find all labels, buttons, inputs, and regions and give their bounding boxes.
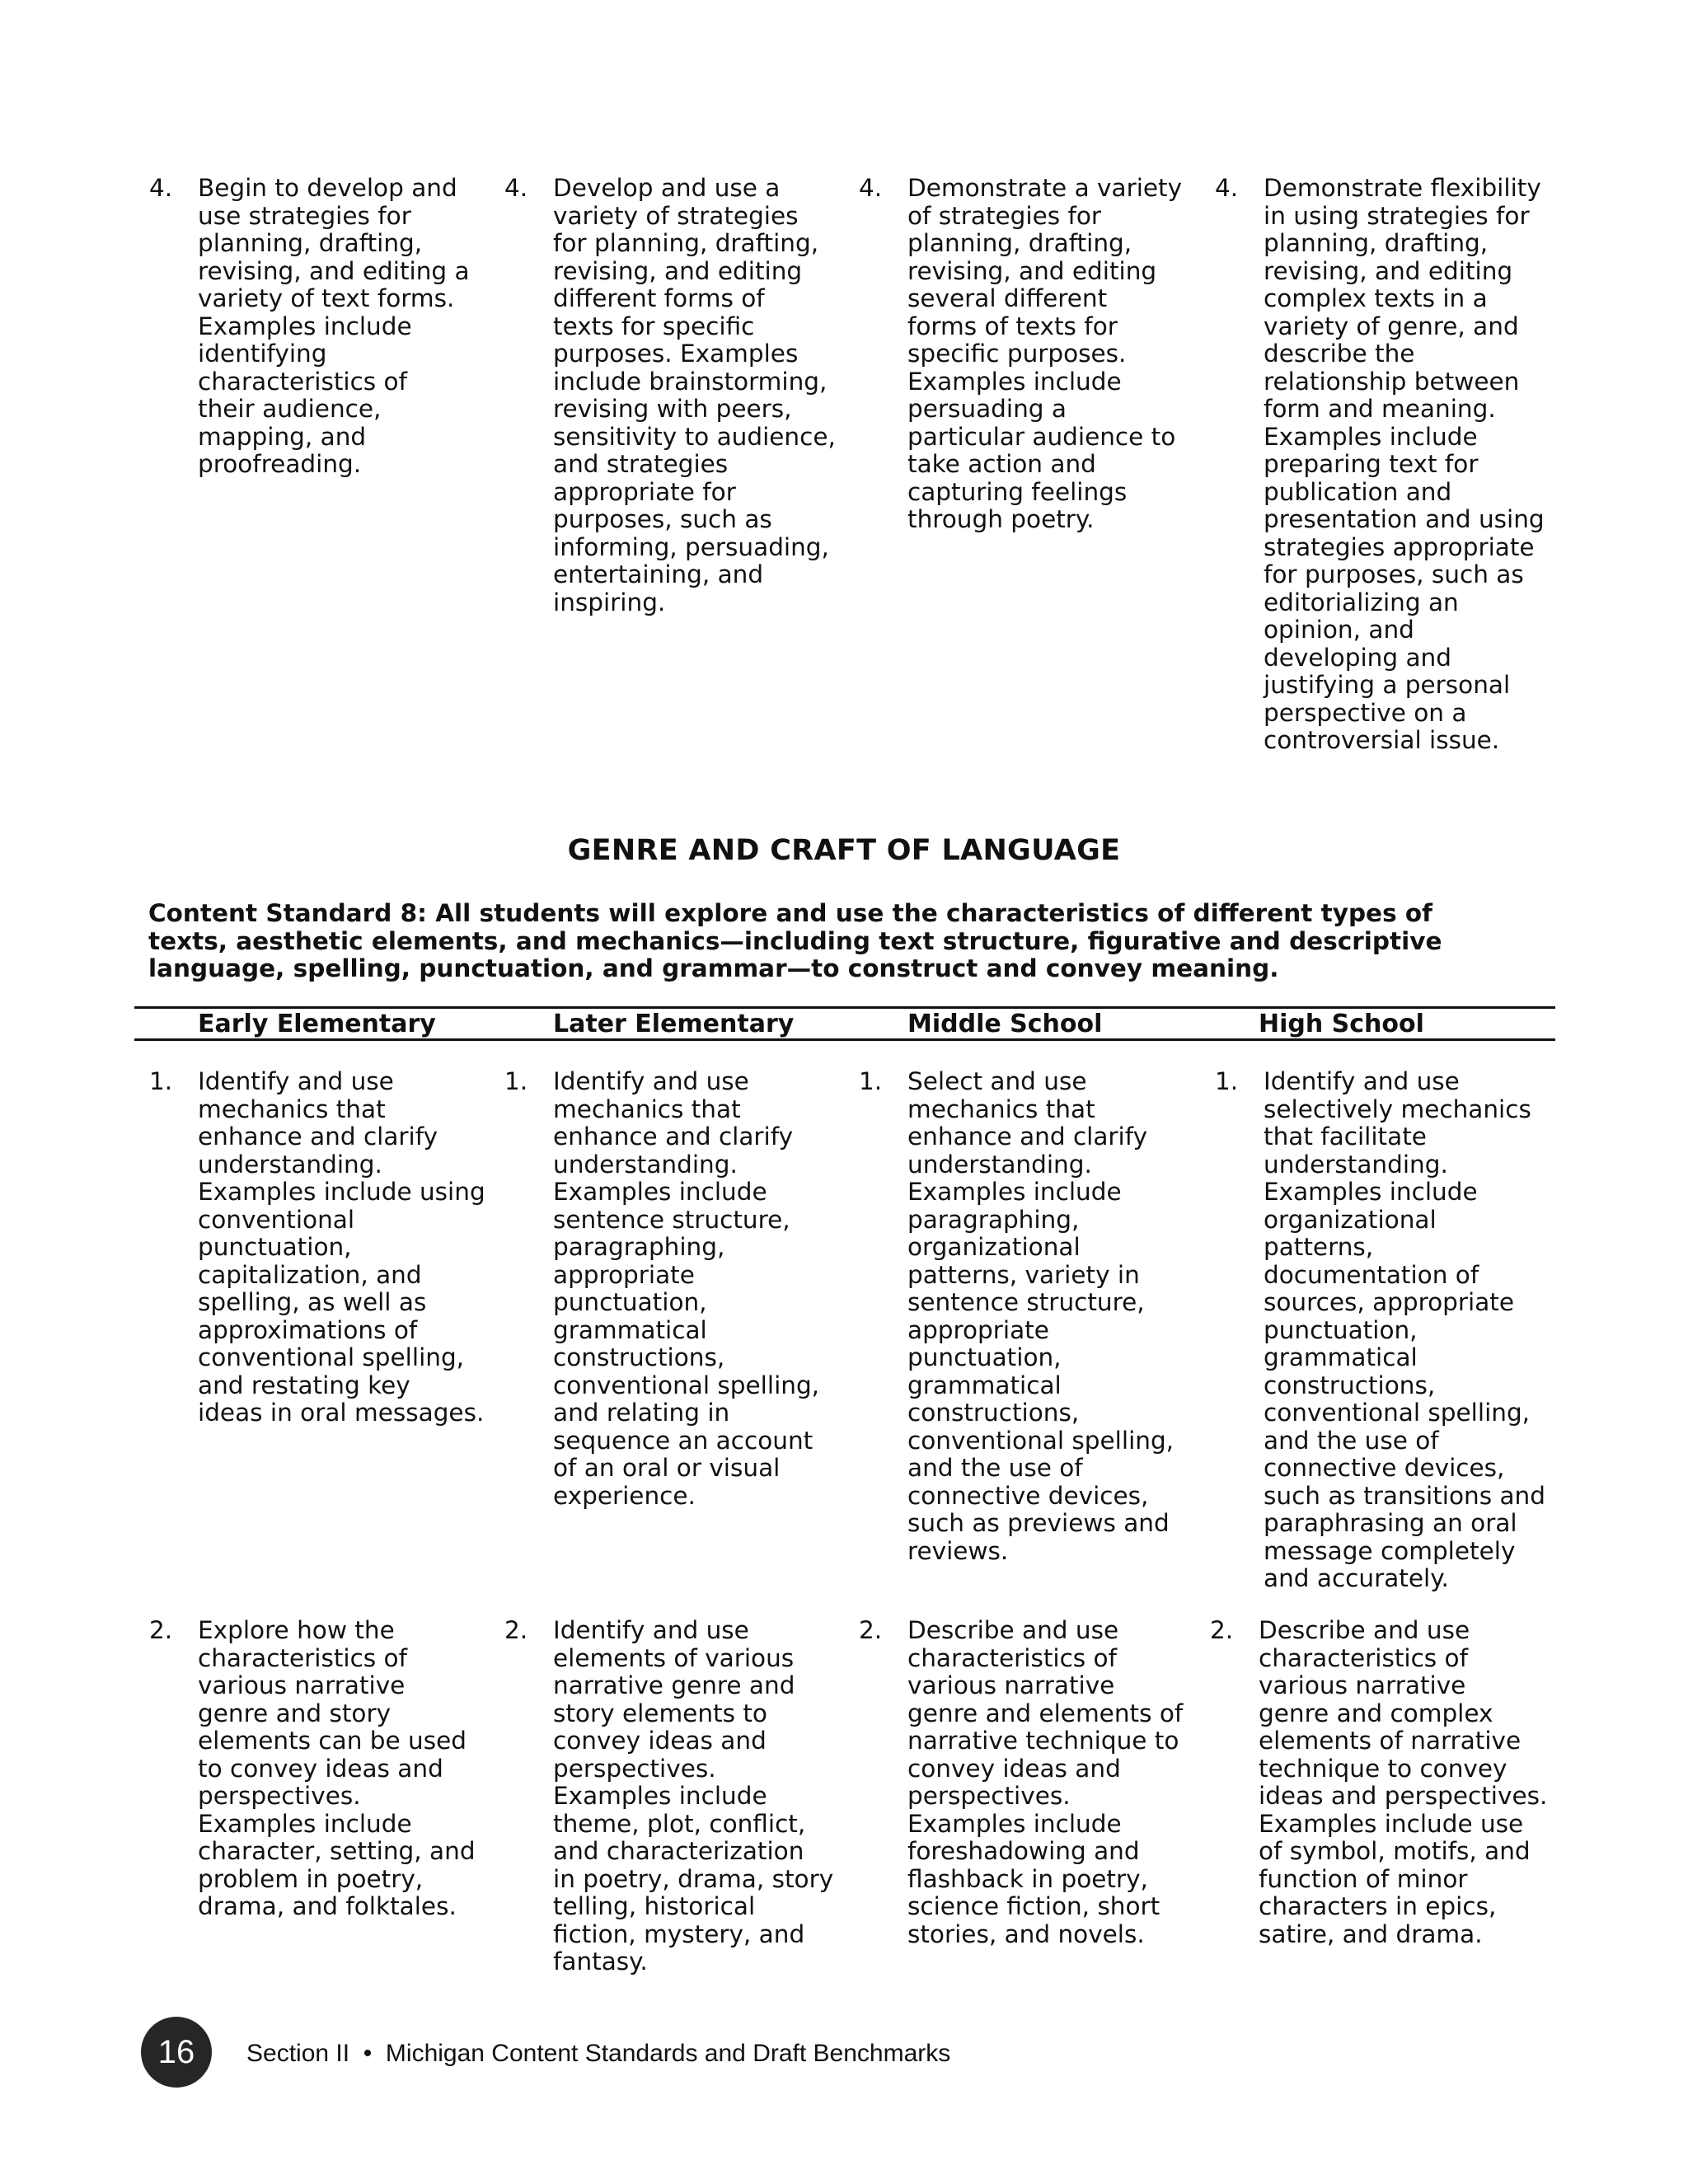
benchmark-text: Identify and use mechanics that enhance and clarify understanding. Examples include sentence structure, paragraphing, appropriate punctuation, grammatical constructions, conventional spelling, and relating in sequence an account of an oral or visual experience.: [553, 1067, 820, 1510]
benchmark-number: 1.: [504, 1067, 528, 1095]
benchmark-text: Demonstrate a variety of strategies for planning, drafting, revising, and editing several different forms of texts for specific purposes. Examples include persuading a particular audience to take action and capturing feelings through poetry.: [907, 174, 1183, 533]
footer-running-title: Section II • Michigan Content Standards and Draft Benchmarks: [246, 2040, 951, 2067]
header-top-rule: [134, 1006, 1555, 1009]
benchmark-text: Identify and use selectively mechanics that facilitate understanding. Examples include organizational patterns, documentation of sources, appropriate punctuation, grammatical constructions, conventional spelling, and the use of connective devices, such as transitions and paraphrasing an oral message completely and accurately.: [1264, 1067, 1545, 1592]
benchmark-text: Explore how the characteristics of various narrative genre and story elements can be used to convey ideas and perspectives. Examples include character, setting, and problem in poetry, drama, and folktales.: [198, 1616, 476, 1920]
benchmark-text: Describe and use characteristics of various narrative genre and complex elements of narrative technique to convey ideas and perspectives. Examples include use of symbol, motifs, and function of minor characters in epics, satire, and drama.: [1259, 1616, 1548, 1948]
benchmark-text: Demonstrate flexibility in using strategies for planning, drafting, revising, and editing complex texts in a variety of genre, and describe the relationship between form and meaning. Examples include preparing text for publication and presentation and using strategies appropriate for purposes, such as editorializing an opinion, and developing and justifying a personal perspective on a controversial issue.: [1264, 174, 1545, 754]
column-header-high-school: High School: [1259, 1010, 1424, 1038]
benchmark-text: Identify and use mechanics that enhance and clarify understanding. Examples include using conventional punctuation, capitalization, and spelling, as well as approximations of conventional spelling, and restating key ideas in oral messages.: [198, 1067, 485, 1427]
section-heading: GENRE AND CRAFT OF LANGUAGE: [567, 834, 1121, 867]
benchmark-number: 4.: [1215, 174, 1239, 202]
benchmark-number: 2.: [504, 1616, 528, 1644]
page-number-badge: 16: [141, 2017, 212, 2088]
benchmark-number: 1.: [859, 1067, 883, 1095]
benchmark-number: 1.: [149, 1067, 173, 1095]
benchmark-number: 4.: [859, 174, 883, 202]
benchmark-text: Develop and use a variety of strategies for planning, drafting, revising, and editing different forms of texts for specific purposes. Examples include brainstorming, revising with peers, sensitivity to audience, and strategies appropriate for purposes, such as informing, persuading, entertaining, and inspiring.: [553, 174, 836, 616]
benchmark-number: 2.: [1210, 1616, 1234, 1644]
column-header-later-elementary: Later Elementary: [553, 1010, 795, 1038]
benchmark-number: 4.: [504, 174, 528, 202]
column-header-early-elementary: Early Elementary: [198, 1010, 436, 1038]
column-header-middle-school: Middle School: [907, 1010, 1103, 1038]
benchmark-text: Begin to develop and use strategies for planning, drafting, revising, and editing a variety of text forms. Examples include identifying characteristics of their audience, mapping, and proofreading.: [198, 174, 470, 478]
benchmark-number: 1.: [1215, 1067, 1239, 1095]
benchmark-text: Select and use mechanics that enhance and clarify understanding. Examples include paragraphing, organizational patterns, variety in sentence structure, appropriate punctuation, grammatical constructions, conventional spelling, and the use of connective devices, such as previews and reviews.: [907, 1067, 1175, 1565]
benchmark-text: Identify and use elements of various narrative genre and story elements to convey ideas and perspectives. Examples include theme, plot, conflict, and characterization in poetry, drama, story telling, historical fiction, mystery, and fantasy.: [553, 1616, 834, 1975]
benchmark-number: 4.: [149, 174, 173, 202]
benchmark-number: 2.: [859, 1616, 883, 1644]
header-bottom-rule: [134, 1038, 1555, 1041]
content-standard-statement: Content Standard 8: All students will explore and use the characteristics of different types of texts, aesthetic elements, and mechanics—including text structure, figurative and descriptive language, spelling, punctuation, and grammar—to construct and convey meaning.: [148, 899, 1442, 982]
benchmark-text: Describe and use characteristics of various narrative genre and elements of narrative technique to convey ideas and perspectives. Examples include foreshadowing and flashback in poetry, science fiction, short stories, and novels.: [907, 1616, 1184, 1948]
benchmark-number: 2.: [149, 1616, 173, 1644]
